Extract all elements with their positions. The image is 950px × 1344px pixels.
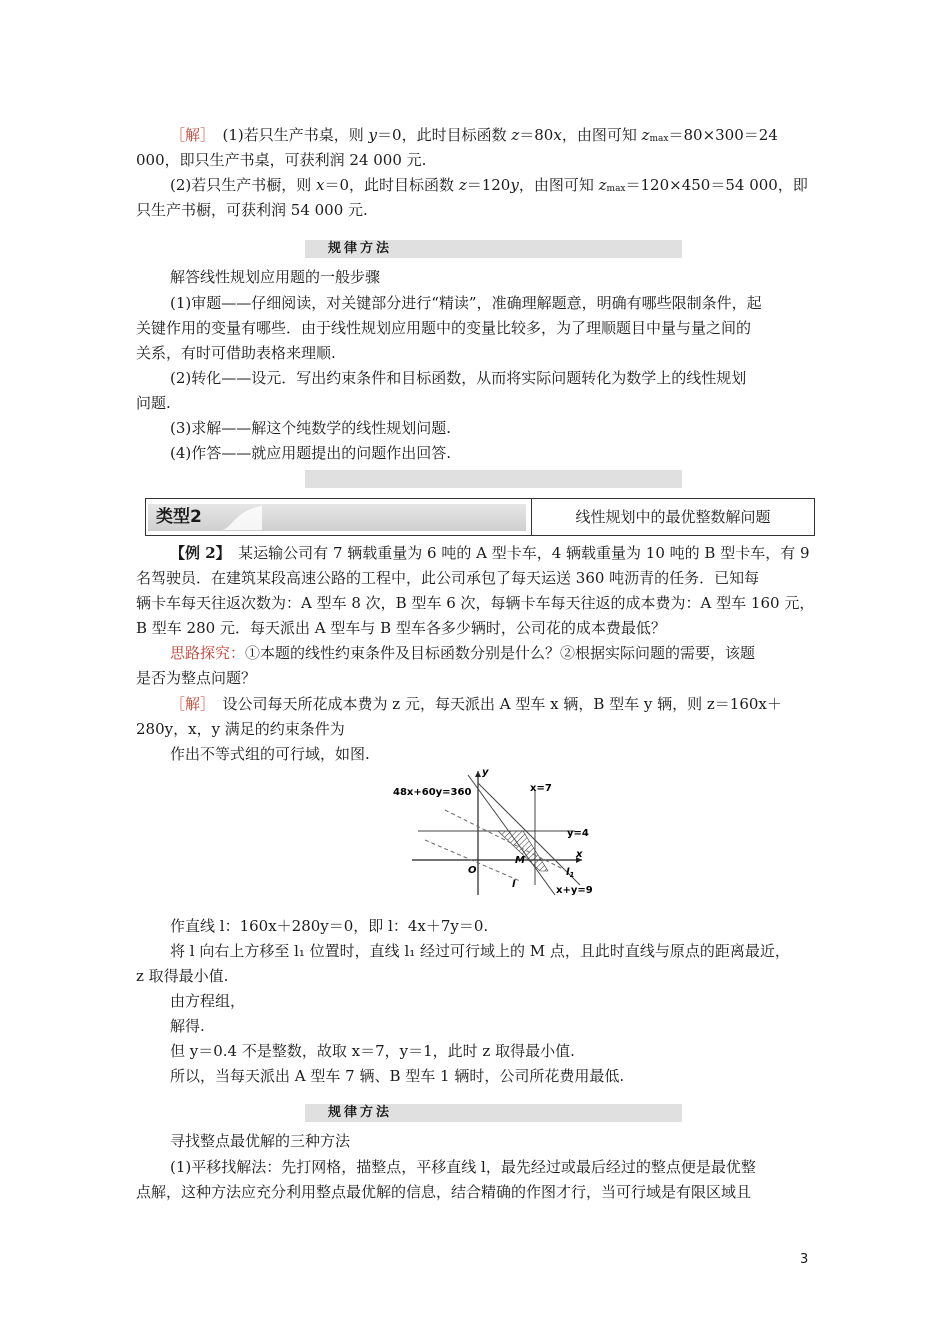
method1-p1-l1: (1)审题——仔细阅读，对关键部分进行“精读”，准确理解题意，明确有哪些限制条件，起 — [170, 294, 762, 312]
solution-line-1: ［解］ (1)若只生产书桌，则 y＝0，此时目标函数 z＝80x，由图可知 zmax＝80×300＝24 — [170, 126, 778, 144]
method-bar-end-1 — [305, 470, 682, 488]
solution-tag: ［解］ — [170, 126, 208, 144]
label-l: l — [512, 879, 516, 890]
line-l1 — [445, 810, 565, 870]
solution2-line-3: 作出不等式组的可行域，如图. — [170, 745, 370, 763]
type2-tab — [148, 504, 526, 531]
hint-tag: 思路探究： — [170, 644, 246, 662]
solution-line-3: (2)若只生产书橱，则 x＝0，此时目标函数 z＝120y，由图可知 zmax＝120×450＝54 000，即 — [170, 176, 808, 194]
type2-label-cell — [146, 499, 532, 535]
label-y4: y=4 — [567, 828, 589, 839]
hint-line-2: 是否为整点问题？ — [136, 669, 257, 687]
after-line-6: 但 y＝0.4 不是整数，故取 x＝7，y＝1，此时 z 取得最小值. — [170, 1042, 575, 1060]
example2-line-2: 名驾驶员．在建筑某段高速公路的工程中，此公司承包了每天运送 360 吨沥青的任务．已知每 — [136, 569, 760, 587]
label-x: x — [576, 849, 583, 860]
after-line-3: z 取得最小值. — [136, 967, 229, 985]
method1-p4: (4)作答——就应用题提出的问题作出回答. — [170, 444, 452, 462]
method2-p1-l1: (1)平移找解法：先打网格，描整点，平移直线 l，最先经过或最后经过的整点便是最优整 — [170, 1158, 756, 1176]
method-bar-title-2: 规律方法 — [327, 1105, 392, 1120]
label-x7: x=7 — [530, 783, 552, 794]
label-m: M — [515, 855, 525, 866]
solution-line-4: 只生产书橱，可获利润 54 000 元. — [136, 201, 368, 219]
after-line-5: 解得. — [170, 1017, 205, 1035]
label-o: O — [468, 865, 477, 876]
y-axis-arrow-icon — [475, 771, 481, 777]
method1-p3: (3)求解——解这个纯数学的线性规划问题. — [170, 419, 452, 437]
example2-tag: 【例 2】 — [170, 544, 224, 562]
method2-p1-l2: 点解，这种方法应充分利用整点最优解的信息，结合精确的作图才行，当可行域是有限区域且 — [136, 1183, 752, 1201]
page-number: 3 — [800, 1252, 809, 1267]
solution2-line-2: 280y，x，y 满足的约束条件为 — [136, 720, 345, 738]
label-l1: $l_1$ — [566, 867, 575, 879]
type2-label: 类型2 — [156, 507, 202, 527]
after-line-1: 作直线 l：160x＋280y＝0，即 l：4x＋7y＝0. — [170, 917, 489, 935]
method-heading-1: 解答线性规划应用题的一般步骤 — [170, 268, 381, 286]
type2-header — [145, 498, 815, 536]
type2-title: 线性规划中的最优整数解问题 — [575, 508, 771, 526]
method1-p2-l1: (2)转化——设元．写出约束条件和目标函数，从而将实际问题转化为数学上的线性规划 — [170, 369, 747, 387]
type2-swoosh-icon — [222, 506, 262, 530]
label-eq-top: 48x+60y=360 — [393, 787, 472, 798]
example2-line-1: 【例 2】 某运输公司有 7 辆载重量为 6 吨的 A 型卡车，4 辆载重量为 10 吨的 B 型卡车，有 9 — [170, 544, 810, 562]
hint-line-1: 思路探究：①本题的线性约束条件及目标函数分别是什么？②根据实际问题的需要，该题 — [170, 644, 756, 662]
method1-p1-l2: 关键作用的变量有哪些．由于线性规划应用题中的变量比较多，为了理顺题目中量与量之间的 — [136, 319, 752, 337]
solution2-line-1: ［解］ 设公司每天所花成本费为 z 元，每天派出 A 型车 x 辆，B 型车 y 辆，则 z＝160x＋ — [170, 695, 782, 713]
after-line-2: 将 l 向右上方移至 l₁ 位置时，直线 l₁ 经过可行域上的 M 点，且此时直线与原点的距离最近， — [170, 942, 790, 960]
label-sum9: x+y=9 — [556, 885, 593, 896]
method-bar-title-1: 规律方法 — [327, 241, 392, 256]
example2-line-3: 辆卡车每天往返次数为：A 型车 8 次，B 型车 6 次，每辆卡车每天往返的成本费为：A 型车 160 元， — [136, 594, 815, 612]
method1-p2-l2: 问题. — [136, 394, 171, 412]
solution-line-2: 000，即只生产书桌，可获利润 24 000 元. — [136, 151, 427, 169]
method1-p1-l3: 关系，有时可借助表格来理顺. — [136, 344, 336, 362]
label-y: y — [482, 767, 489, 778]
feasible-region-figure — [390, 765, 610, 905]
example2-line-4: B 型车 280 元．每天派出 A 型车与 B 型车各多少辆时，公司花的成本费最低？ — [136, 619, 666, 637]
solution2-tag: ［解］ — [170, 695, 208, 713]
method-heading-2: 寻找整点最优解的三种方法 — [170, 1132, 351, 1150]
after-line-4: 由方程组， — [170, 992, 246, 1010]
after-line-7: 所以，当每天派出 A 型车 7 辆、B 型车 1 辆时，公司所花费用最低. — [170, 1067, 625, 1085]
